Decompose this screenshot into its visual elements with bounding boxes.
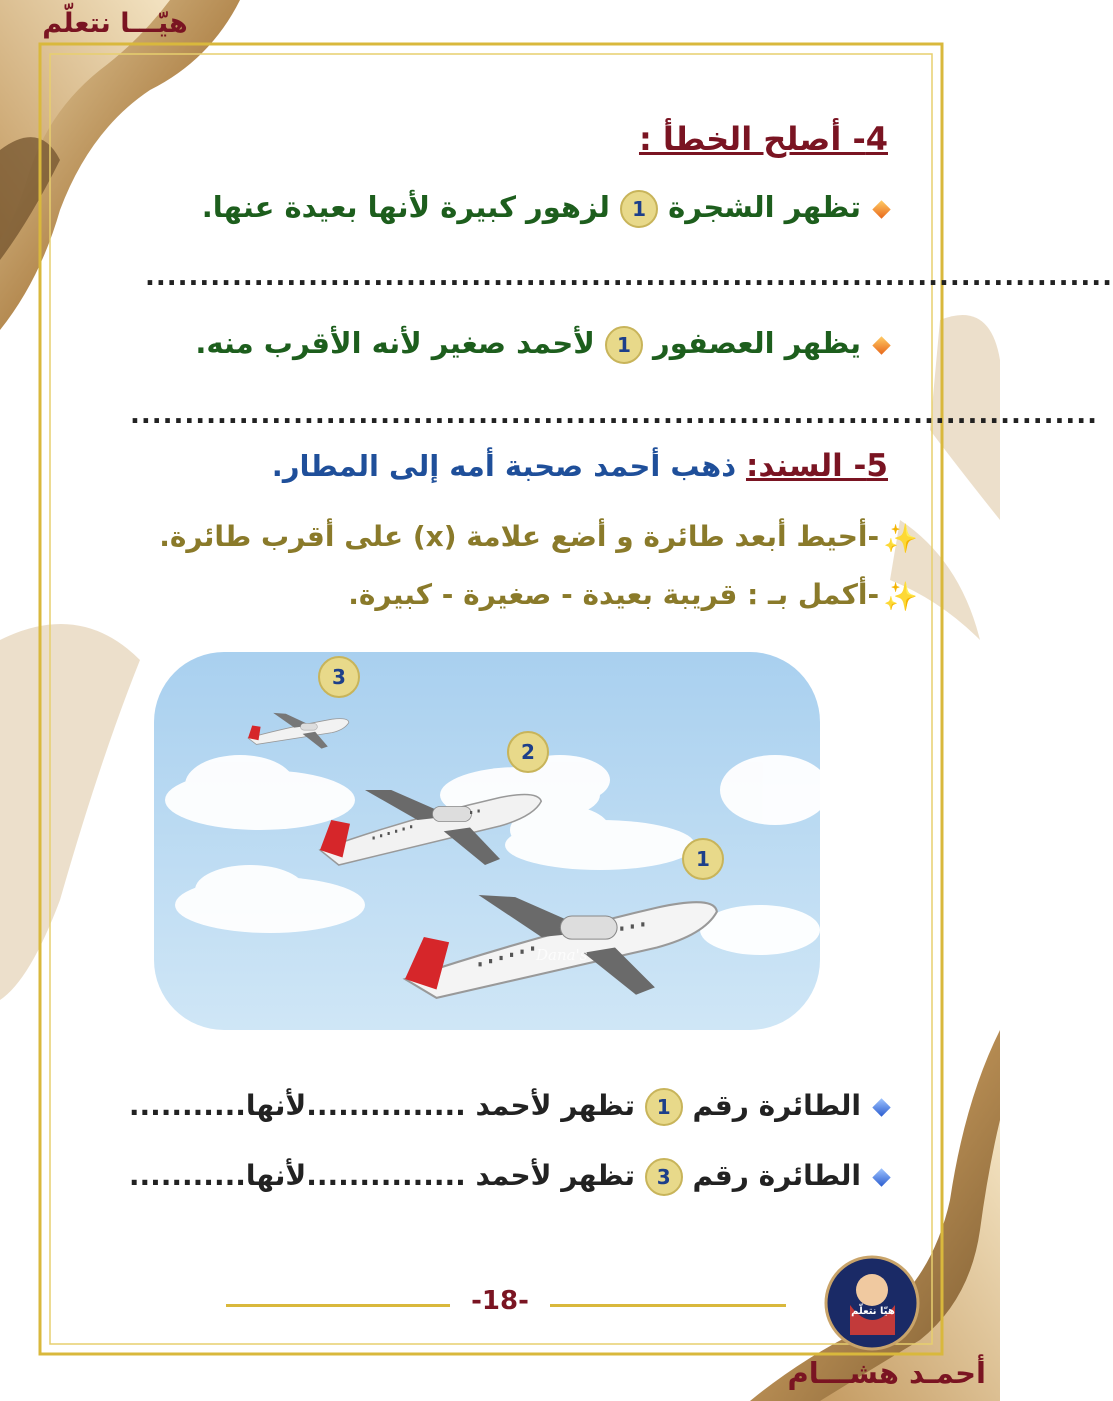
sparkle-icon: ✨	[883, 579, 918, 613]
exercise5-title: 5- السند:	[745, 448, 888, 484]
answer-dots-line: .........................................................................................	[130, 400, 1099, 430]
exercise5-context: ذهب أحمد صحبة أمه إلى المطار.	[271, 449, 737, 483]
answer-line-2: الطائرة رقم 3 تظهر لأحمد ...............لأنها...........	[129, 1158, 888, 1196]
logo-text: هيّا نتعلّم	[851, 1306, 895, 1317]
answer-dots-line: .........................................................................................	[145, 262, 1113, 292]
sparkle-icon: ✨	[883, 521, 918, 555]
exercise4-item1: تظهر الشجرة 1 لزهور كبيرة لأنها بعيدة عنها.	[202, 190, 888, 228]
plane-label-2: 2	[507, 731, 549, 773]
number-badge: 1	[620, 190, 658, 228]
exercise4-title: 4- أصلح الخطأ :	[638, 120, 888, 158]
number-badge: 3	[645, 1158, 683, 1196]
bullet-diamond-icon	[872, 200, 890, 218]
exercise4-item2: يظهر العصفور 1 لأحمد صغير لأنه الأقرب منه.	[195, 326, 888, 364]
number-badge: 1	[645, 1088, 683, 1126]
page-number: -18-	[450, 1286, 550, 1316]
exercise5-instruction2: ✨-أكمل بـ : قريبة بعيدة - صغيرة - كبيرة.	[348, 578, 918, 613]
plane-label-1: 1	[682, 838, 724, 880]
brand-text: هيّـــا نتعلّم	[42, 8, 188, 39]
bullet-diamond-icon	[872, 1098, 890, 1116]
header-brand	[10, 8, 220, 48]
image-watermark: Dana's	[536, 946, 588, 964]
author-name: أحمـد هشـــام	[787, 1356, 986, 1390]
bullet-diamond-icon	[872, 1168, 890, 1186]
exercise5-instruction1: ✨-أحيط أبعد طائرة و أضع علامة (x) على أقرب طائرة.	[159, 520, 918, 555]
plane-label-3: 3	[318, 656, 360, 698]
answer-line-1: الطائرة رقم 1 تظهر لأحمد ...............لأنها...........	[129, 1088, 888, 1126]
number-badge: 1	[605, 326, 643, 364]
exercise5-header	[272, 448, 888, 484]
bullet-diamond-icon	[872, 336, 890, 354]
